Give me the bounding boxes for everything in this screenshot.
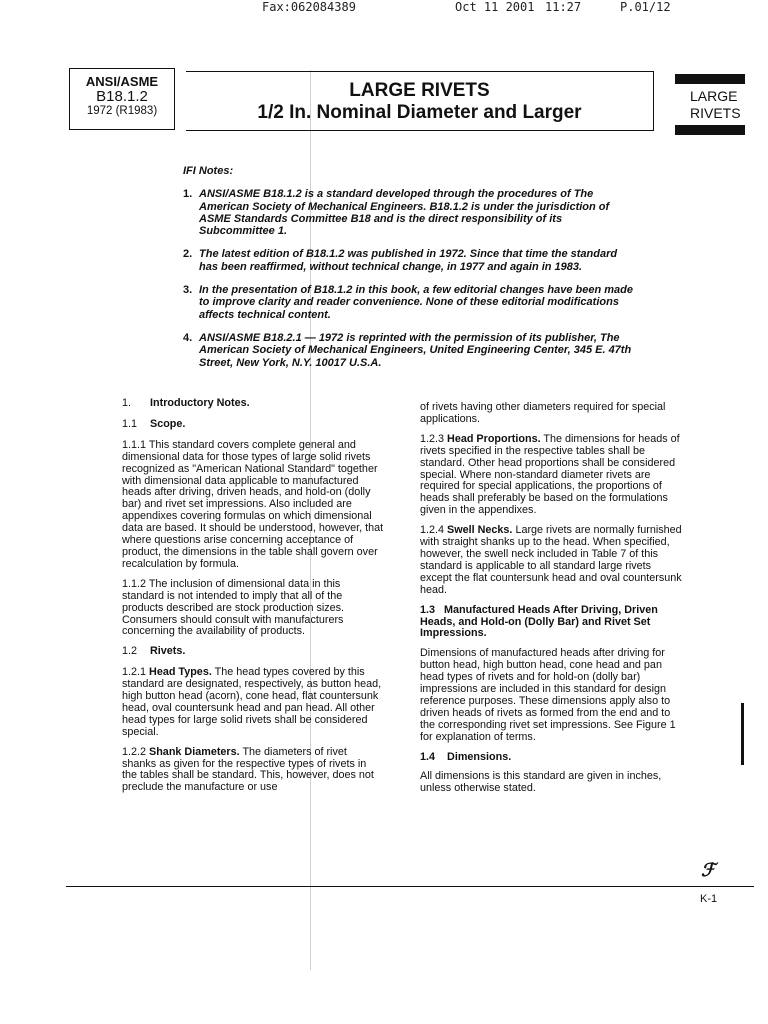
section-tab xyxy=(690,88,741,122)
ifi-notes-heading: IFI Notes: xyxy=(183,165,234,177)
section-title: Dimensions. xyxy=(447,750,512,763)
fax-number: Fax:062084389 xyxy=(262,0,356,14)
paragraph-number: 1.2.1 xyxy=(122,666,147,679)
ifi-note xyxy=(183,248,633,273)
fax-page: P.01/12 xyxy=(620,0,671,14)
section-title: Scope. xyxy=(150,417,186,430)
ifi-logo: ℱ xyxy=(701,860,716,881)
page-title: LARGE RIVETS xyxy=(349,80,490,101)
paragraph-text: The dimensions for heads of rivets specified in the respective tables shall be standard. Other head proportions shall be considered special. Where non-standard diameter rivets are required for special applications, the proportions of heads shall preferably be based on the formulations given in the appendixes. xyxy=(420,432,680,517)
title-box xyxy=(186,71,654,131)
paragraph-1-3: Dimensions of manufactured heads after driving for button head, high button head, cone head and pan head types of rivets and for hold-on (dolly bar) impressions are included in this standard for design reference purposes. These dimensions apply also to driven heads of rivets as formed from the end and to the corresponding rivet set impressions. See Figure 1 for explanation of terms. xyxy=(420,647,676,743)
page-subtitle: 1/2 In. Nominal Diameter and Larger xyxy=(257,102,582,123)
ifi-note-text: ANSI/ASME B18.2.1 — 1972 is reprinted with the permission of its publisher, The American Society of Mechanical Engineers, United Engineering Center, 345 E. 47th Street, New York, N.Y. 10017 U.S.A. xyxy=(199,331,632,369)
section-title: Manufactured Heads After Driving, Driven Heads, and Hold-on (Dolly Bar) and Rivet Set Impressions. xyxy=(420,603,658,640)
paragraph-number: 1.1.1 xyxy=(122,438,147,451)
paragraph-title: Head Proportions. xyxy=(447,432,541,445)
section-number: 1.3 xyxy=(420,603,436,616)
section-1-4-heading xyxy=(420,752,683,764)
section-1-1-heading xyxy=(122,419,384,431)
paragraph-text: The diameters of rivet shanks as given for the respective types of rivets in the tables shall be standard. This, however, does not preclude the manufacture or use xyxy=(122,745,374,794)
section-tab-line2: RIVETS xyxy=(690,105,741,121)
section-number: 1. xyxy=(122,397,132,409)
paragraph-1-1-1 xyxy=(122,440,384,571)
standard-designation-box xyxy=(69,68,175,130)
section-1-heading xyxy=(122,398,384,410)
ifi-note-number: 3. xyxy=(183,284,193,297)
paragraph-text: The inclusion of dimensional data in this standard is not intended to imply that all of the products described are stock production sizes. Consumers should consult with manufacturers concerning the availability of products. xyxy=(122,577,345,638)
standard-org: ANSI/ASME xyxy=(85,74,159,89)
paragraph-title: Head Types. xyxy=(149,666,212,679)
ifi-note-number: 4. xyxy=(183,331,193,344)
fax-time: 11:27 xyxy=(545,0,582,14)
ifi-note xyxy=(183,332,633,369)
paragraph-text: This standard covers complete general and dimensional data for those types of large solid rivets recognized as "American National Standard" together with dimensional data applicable to manufactured heads after driving, driven heads, and hold-on (dolly bar) and rivet set impressions. Also included are appendixes covering formulas on which dimensional data are based. It should be understood, however, that where questions arise concerning acceptance of product, the dimensions in the table shall govern over recalculation by formula. xyxy=(122,438,384,570)
tab-bar-bottom xyxy=(675,125,745,135)
standard-year: 1972 (R1983) xyxy=(86,105,158,117)
paragraph-text: The head types covered by this standard are designated, respectively, as button head, high button head (acorn), cone head, flat countersunk head, oval countersunk head and pan head. All other head types for large solid rivets shall be considered special. xyxy=(122,666,382,738)
paragraph-number: 1.2.2 xyxy=(122,745,147,758)
left-column xyxy=(122,398,384,802)
ifi-note-number: 1. xyxy=(183,188,193,201)
section-title: Introductory Notes. xyxy=(150,397,250,409)
paragraph-1-2-1 xyxy=(122,667,384,738)
paragraph-1-1-2 xyxy=(122,579,384,639)
paragraph-number: 1.2.3 xyxy=(420,432,445,445)
section-number: 1.2 xyxy=(122,645,138,658)
tab-bar-top xyxy=(675,74,745,84)
section-number: 1.4 xyxy=(420,750,436,763)
ifi-note-text: In the presentation of B18.1.2 in this book, a few editorial changes have been made to improve clarity and reader convenience. None of these editorial modifications affects technical content. xyxy=(199,284,633,321)
paragraph-1-4: All dimensions is this standard are given in inches, unless otherwise stated. xyxy=(420,770,662,795)
footer-rule xyxy=(66,886,754,887)
ifi-note-text: The latest edition of B18.1.2 was published in 1972. Since that time the standard has been reaffirmed, without technical change, in 1977 and again in 1983. xyxy=(199,248,618,273)
paragraph-continued: of rivets having other diameters required for special applications. xyxy=(420,401,666,425)
ifi-note xyxy=(183,188,633,237)
paragraph-title: Swell Necks. xyxy=(447,524,513,537)
paragraph-title: Shank Diameters. xyxy=(149,745,240,758)
section-title: Rivets. xyxy=(150,645,186,658)
ifi-note-text: ANSI/ASME B18.1.2 is a standard developed through the procedures of The American Society of Mechanical Engineers. B18.1.2 is under the jurisdiction of ASME Standards Committee B18 and is the direct responsibility of its Subcommittee 1. xyxy=(199,188,610,238)
margin-change-bar xyxy=(741,703,744,765)
fax-date: Oct 11 2001 xyxy=(455,0,535,14)
page-number: K-1 xyxy=(700,893,718,905)
paragraph-1-2-4 xyxy=(420,525,683,596)
paragraph-text: Large rivets are normally furnished with straight shanks up to the head. When specified, however, the swell neck included in Table 7 of this standard is applicable to all standard large rivets except the flat countersunk head and oval countersunk head. xyxy=(420,524,682,596)
right-column xyxy=(420,402,683,803)
ifi-note xyxy=(183,284,633,321)
standard-number: B18.1.2 xyxy=(96,88,148,105)
ifi-notes xyxy=(183,165,633,380)
paragraph-1-2-3 xyxy=(420,434,683,517)
paragraph-number: 1.2.4 xyxy=(420,524,445,537)
section-tab-line1: LARGE xyxy=(690,88,738,104)
paragraph-1-2-2 xyxy=(122,747,384,795)
ifi-note-number: 2. xyxy=(183,248,193,261)
section-number: 1.1 xyxy=(122,417,138,430)
paragraph-number: 1.1.2 xyxy=(122,577,147,590)
section-1-3-heading xyxy=(420,605,683,641)
section-1-2-heading xyxy=(122,646,384,658)
